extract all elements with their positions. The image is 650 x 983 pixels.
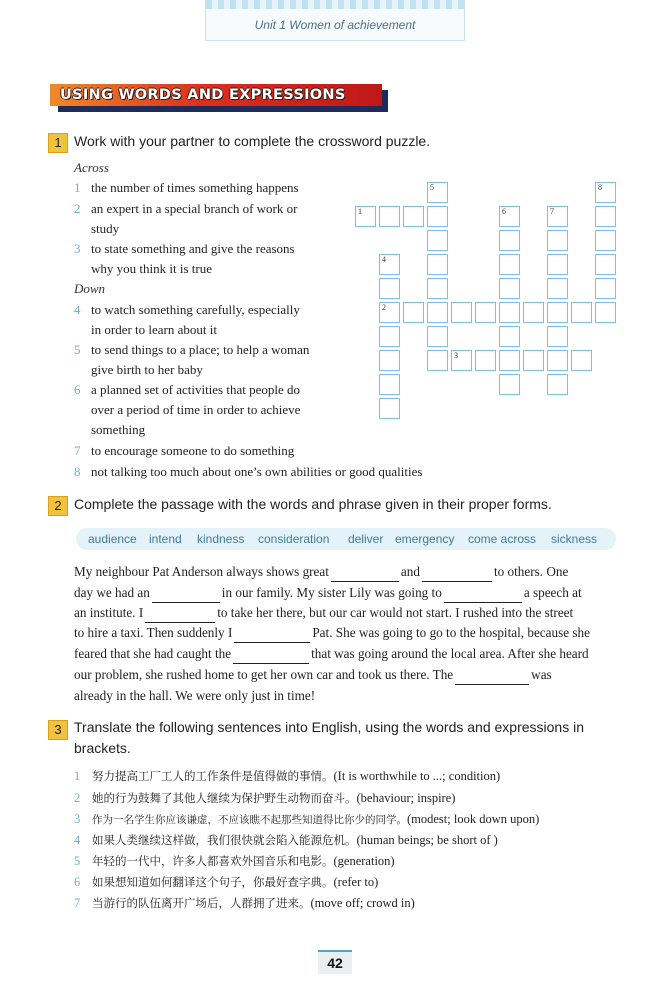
blank[interactable] (331, 567, 399, 582)
crossword-cell[interactable] (427, 350, 448, 371)
translation-item: 1 努力提高工厂工人的工作条件是值得做的事情。(It is worthwhile to ...; condition) (74, 769, 501, 783)
exercise-2-instruction: Complete the passage with the words and phrase given in their proper forms. (74, 496, 552, 512)
crossword-grid (355, 182, 617, 417)
exercise-3-instruction: Translate the following sentences into English, using the words and expressions in brackets. (74, 719, 584, 756)
clue-across-3: 3 to state something and give the reasons why you think it is true (74, 241, 295, 276)
translation-item: 6 如果想知道如何翻译这个句子，你最好查字典。(refer to) (74, 875, 379, 889)
crossword-cell[interactable] (499, 230, 520, 251)
clue-down-8: 8 not talking too much about one’s own abilities or good qualities (74, 464, 423, 479)
clue-down-6: 6 a planned set of activities that people do over a period of time in order to achieve something (74, 382, 301, 437)
crossword-cell[interactable] (571, 350, 592, 371)
crossword-cell[interactable] (595, 254, 616, 275)
crossword-cell[interactable]: 6 (499, 206, 520, 227)
exercise-number-2: 2 (48, 496, 68, 516)
section-title: USING WORDS AND EXPRESSIONS (60, 87, 346, 103)
translation-item: 3 作为一名学生你应该谦虚，不应该瞧不起那些知道得比你少的同学。(modest; look down upon) (74, 812, 540, 826)
crossword-cell[interactable] (595, 206, 616, 227)
crossword-cell[interactable] (595, 278, 616, 299)
crossword-cell[interactable] (379, 374, 400, 395)
translation-item: 4 如果人类继续这样做，我们很快就会陷入能源危机。(human beings; be short of ) (74, 833, 498, 847)
crossword-cell[interactable] (499, 302, 520, 323)
word-bank-item: intend (149, 532, 182, 546)
clue-across-2: 2 an expert in a special branch of work or study (74, 201, 298, 236)
page-number: 42 (318, 950, 352, 974)
crossword-cell[interactable] (379, 326, 400, 347)
crossword-cell[interactable] (427, 278, 448, 299)
crossword-cell[interactable] (547, 230, 568, 251)
crossword-cell[interactable] (499, 326, 520, 347)
crossword-cell[interactable] (379, 206, 400, 227)
translation-item: 2 她的行为鼓舞了其他人继续为保护野生动物而奋斗。(behaviour; inspire) (74, 791, 456, 805)
clue-down-7: 7 to encourage someone to do something (74, 443, 295, 458)
blank[interactable] (152, 588, 220, 603)
crossword-cell[interactable] (403, 302, 424, 323)
word-bank-item: come across (468, 532, 537, 546)
word-bank-item: sickness (551, 532, 598, 546)
blank[interactable] (145, 608, 215, 623)
header-decoration (206, 0, 464, 9)
word-bank-item: consideration (258, 532, 330, 546)
blank[interactable] (233, 649, 309, 664)
word-bank-item: deliver (348, 532, 384, 546)
crossword-cell[interactable] (427, 230, 448, 251)
blank[interactable] (455, 670, 529, 685)
crossword-cell[interactable] (523, 350, 544, 371)
word-bank-item: kindness (197, 532, 245, 546)
crossword-cell[interactable]: 4 (379, 254, 400, 275)
crossword-cell[interactable] (427, 206, 448, 227)
crossword-cell[interactable] (475, 350, 496, 371)
crossword-cell[interactable] (427, 254, 448, 275)
crossword-cell[interactable] (547, 374, 568, 395)
blank[interactable] (422, 567, 492, 582)
down-heading: Down (74, 281, 106, 296)
clue-down-4: 4 to watch something carefully, especially in order to learn about it (74, 302, 300, 337)
crossword-cell[interactable] (523, 302, 544, 323)
crossword-cell[interactable] (595, 230, 616, 251)
crossword-cell[interactable] (547, 350, 568, 371)
unit-title: Unit 1 Women of achievement (254, 18, 416, 32)
crossword-cell[interactable] (547, 254, 568, 275)
crossword-cell[interactable]: 7 (547, 206, 568, 227)
crossword-cell[interactable] (403, 206, 424, 227)
crossword-cell[interactable] (379, 278, 400, 299)
crossword-cell[interactable] (499, 254, 520, 275)
exercise-number-3: 3 (48, 720, 68, 740)
crossword-cell[interactable] (379, 350, 400, 371)
across-heading: Across (74, 160, 109, 175)
crossword-cell[interactable] (595, 302, 616, 323)
crossword-cell[interactable] (379, 398, 400, 419)
section-banner (50, 84, 388, 112)
crossword-cell[interactable] (499, 374, 520, 395)
crossword-cell[interactable] (499, 278, 520, 299)
translation-item: 5 年轻的一代中，许多人都喜欢外国音乐和电影。(generation) (74, 854, 395, 868)
word-bank (76, 528, 616, 550)
crossword-cell[interactable] (499, 350, 520, 371)
crossword-cell[interactable]: 8 (595, 182, 616, 203)
crossword-cell[interactable] (547, 278, 568, 299)
clue-down-5: 5 to send things to a place; to help a woman give birth to her baby (74, 342, 310, 377)
crossword-cell[interactable] (547, 302, 568, 323)
crossword-cell[interactable] (427, 326, 448, 347)
crossword-cell[interactable]: 5 (427, 182, 448, 203)
word-bank-item: emergency (395, 532, 455, 546)
blank[interactable] (444, 588, 522, 603)
crossword-cell[interactable]: 1 (355, 206, 376, 227)
crossword-cell[interactable] (427, 302, 448, 323)
crossword-cell[interactable]: 2 (379, 302, 400, 323)
crossword-cell[interactable] (571, 302, 592, 323)
blank[interactable] (234, 628, 310, 643)
clue-across-1: 1 the number of times something happens (74, 180, 299, 195)
crossword-cell[interactable]: 3 (451, 350, 472, 371)
crossword-cell[interactable] (451, 302, 472, 323)
crossword-cell[interactable] (475, 302, 496, 323)
running-header (205, 0, 465, 41)
exercise-1-instruction: Work with your partner to complete the crossword puzzle. (74, 133, 431, 149)
translation-item: 7 当游行的队伍离开广场后，人群拥了进来。(move off; crowd in) (74, 896, 415, 910)
exercise-number-1: 1 (48, 133, 68, 153)
crossword-cell[interactable] (547, 326, 568, 347)
word-bank-item: audience (88, 532, 137, 546)
